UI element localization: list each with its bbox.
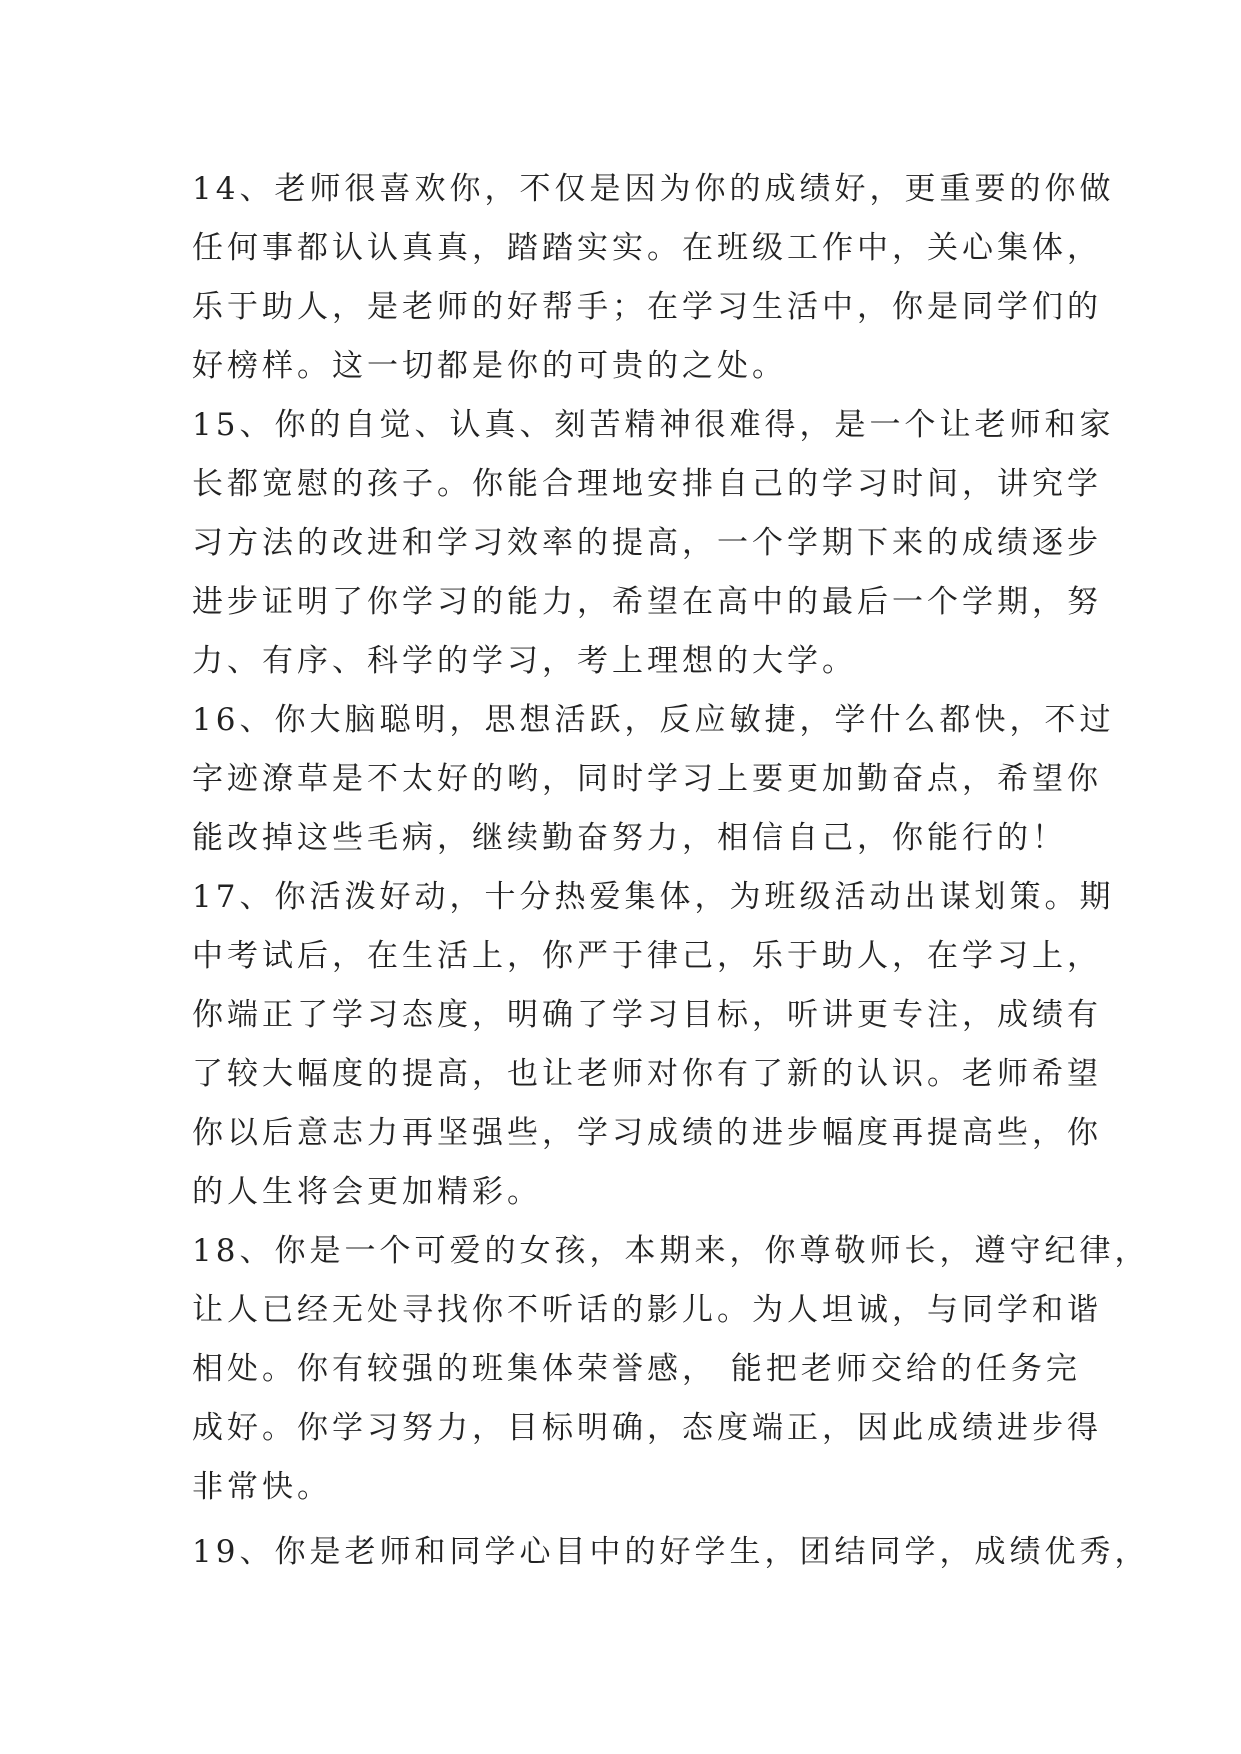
text-line: 你以后意志力再坚强些，学习成绩的进步幅度再提高些，你: [192, 1115, 1102, 1151]
text-line: 成好。你学习努力，目标明确，态度端正，因此成绩进步得: [192, 1410, 1102, 1446]
text-line: 非常快。: [192, 1469, 332, 1505]
text-line: 了较大幅度的提高，也让老师对你有了新的认识。老师希望: [192, 1056, 1102, 1092]
paragraph-14: [192, 160, 1115, 396]
text-line: 好榜样。这一切都是你的可贵的之处。: [192, 348, 787, 384]
text-line: 15、你的自觉、认真、刻苦精神很难得，是一个让老师和家: [192, 407, 1115, 443]
text-line: 力、有序、科学的学习，考上理想的大学。: [192, 643, 857, 679]
text-line: 让人已经无处寻找你不听话的影儿。为人坦诚，与同学和谐: [192, 1292, 1102, 1328]
paragraph-17: [192, 868, 1115, 1222]
text-line: 乐于助人，是老师的好帮手；在学习生活中，你是同学们的: [192, 289, 1102, 325]
text-line: 18、你是一个可爱的女孩，本期来，你尊敬师长，遵守纪律，: [192, 1233, 1150, 1269]
text-line: 19、你是老师和同学心目中的好学生，团结同学，成绩优秀，: [192, 1534, 1150, 1570]
text-line: 的人生将会更加精彩。: [192, 1174, 542, 1210]
text-line: 长都宽慰的孩子。你能合理地安排自己的学习时间，讲究学: [192, 466, 1102, 502]
paragraph-19: [192, 1523, 1150, 1582]
text-line: 进步证明了你学习的能力，希望在高中的最后一个学期，努: [192, 584, 1102, 620]
paragraph-16: [192, 691, 1115, 868]
text-line: 中考试后，在生活上，你严于律己，乐于助人，在学习上，: [192, 938, 1102, 974]
text-line: 你端正了学习态度，明确了学习目标，听讲更专注，成绩有: [192, 997, 1102, 1033]
text-line: 习方法的改进和学习效率的提高，一个学期下来的成绩逐步: [192, 525, 1102, 561]
text-line: 字迹潦草是不太好的哟，同时学习上要更加勤奋点，希望你: [192, 761, 1102, 797]
text-line: 14、老师很喜欢你，不仅是因为你的成绩好，更重要的你做: [192, 171, 1115, 207]
text-line: 16、你大脑聪明，思想活跃，反应敏捷，学什么都快，不过: [192, 702, 1115, 738]
text-line: 相处。你有较强的班集体荣誉感， 能把老师交给的任务完: [192, 1351, 1081, 1387]
text-line: 任何事都认认真真，踏踏实实。在班级工作中，关心集体，: [192, 230, 1102, 266]
document-body: [192, 160, 1150, 1582]
text-line: 17、你活泼好动，十分热爱集体，为班级活动出谋划策。期: [192, 879, 1115, 915]
paragraph-18: [192, 1222, 1150, 1517]
paragraph-15: [192, 396, 1115, 691]
text-line: 能改掉这些毛病，继续勤奋努力，相信自己，你能行的！: [192, 820, 1067, 856]
